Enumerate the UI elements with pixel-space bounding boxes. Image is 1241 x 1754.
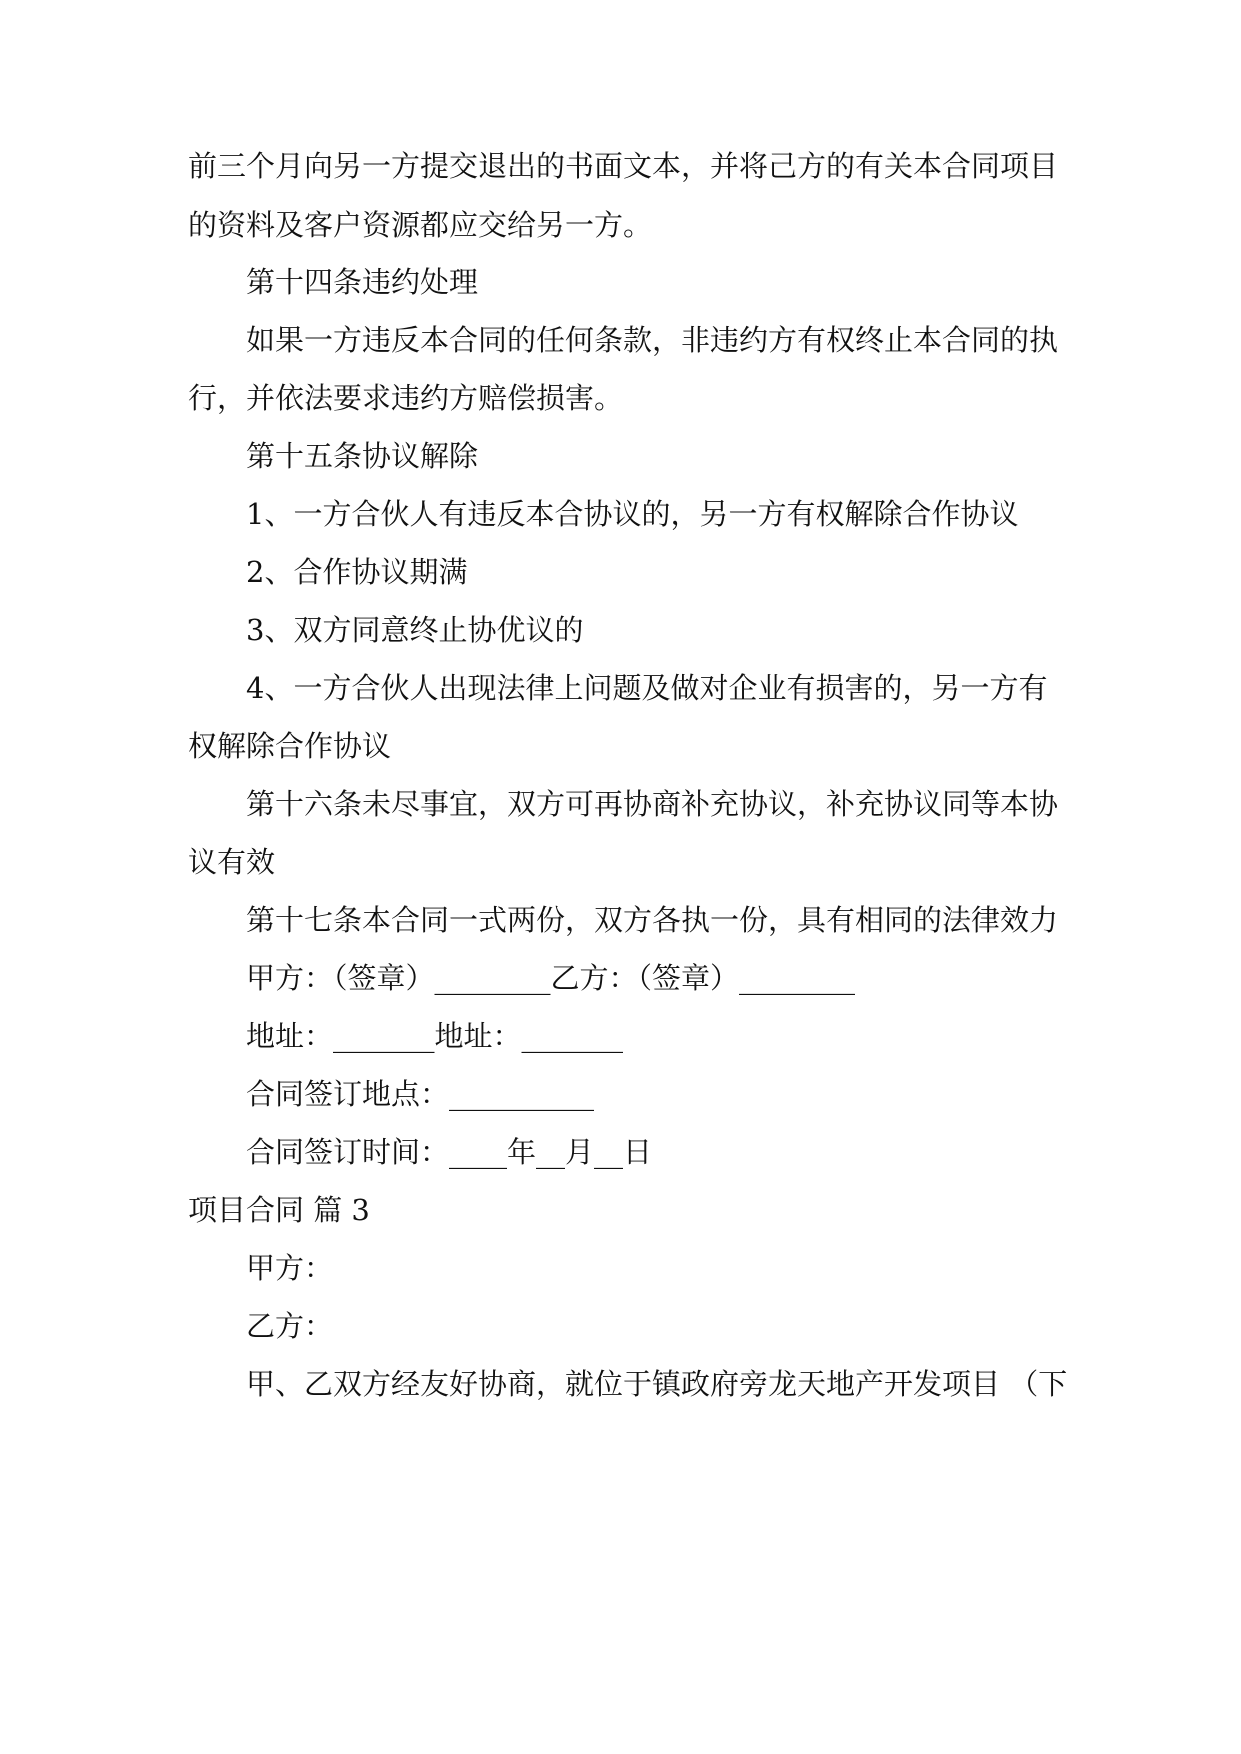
address-line: 地址：_______地址：_______ [246,1019,624,1053]
text-line: 议有效 [188,845,276,879]
text-line: 的资料及客户资源都应交给另一方。 [188,208,653,242]
section-heading: 第十四条违约处理 [246,265,479,299]
list-item: 4、一方合伙人出现法律上问题及做对企业有损害的，另一方有 [246,671,1048,705]
text-line: 行，并依法要求违约方赔偿损害。 [188,381,624,415]
list-item: 3、双方同意终止协优议的 [246,613,584,647]
text-line: 甲、乙双方经友好协商，就位于镇政府旁龙天地产开发项目 （下 [246,1367,1068,1401]
list-item: 2、合作协议期满 [246,555,468,589]
section-title: 项目合同 篇 3 [188,1193,370,1227]
text-line: 第十六条未尽事宜，双方可再协商补充协议，补充协议同等本协 [246,787,1059,821]
text-line: 权解除合作协议 [188,729,392,763]
text-line: 如果一方违反本合同的任何条款，非违约方有权终止本合同的执 [246,323,1059,357]
text-line: 第十七条本合同一式两份，双方各执一份，具有相同的法律效力 [246,903,1059,937]
signing-date-line: 合同签订时间：____年__月__日 [246,1135,653,1169]
list-item: 1、一方合伙人有违反本合协议的，另一方有权解除合作协议 [246,497,1019,531]
section-heading: 第十五条协议解除 [246,439,479,473]
party-a-line: 甲方： [246,1251,334,1285]
text-line: 前三个月向另一方提交退出的书面文本，并将己方的有关本合同项目 [188,149,1059,183]
signature-line: 甲方：（签章）________乙方：（签章）________ [246,961,856,995]
signing-place-line: 合同签订地点：__________ [246,1077,595,1111]
party-b-line: 乙方： [246,1309,334,1343]
